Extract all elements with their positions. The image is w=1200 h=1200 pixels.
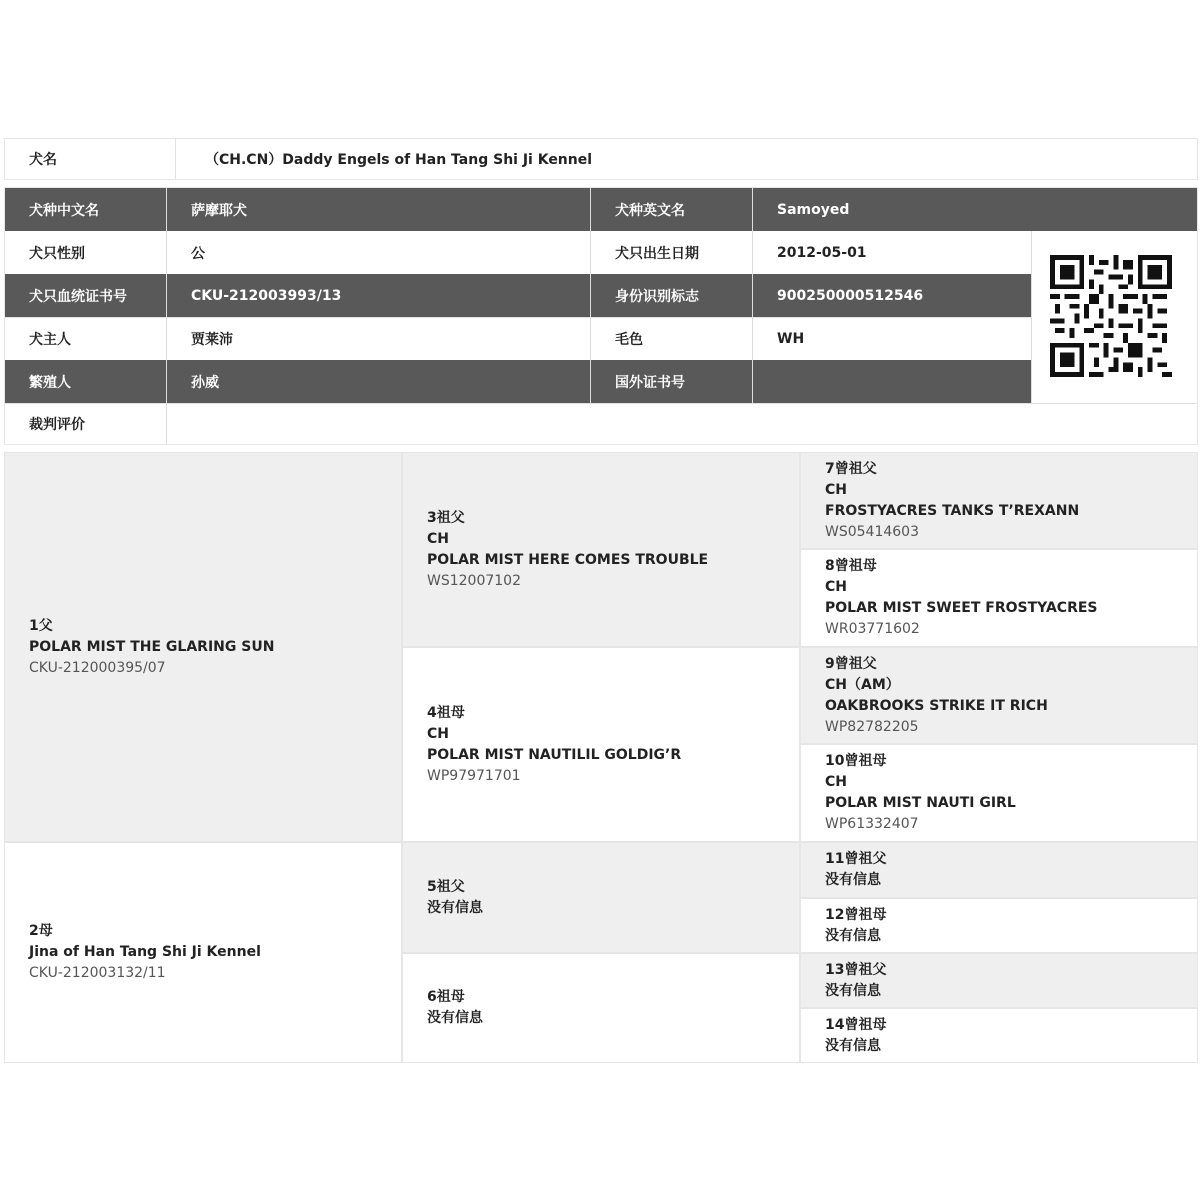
g6-pos: 6祖母 <box>427 989 465 1005</box>
g14-cell <box>800 1008 1198 1063</box>
name-label: 犬名 <box>29 152 57 168</box>
g4-cell <box>402 647 800 842</box>
g14-info: 没有信息 <box>825 1037 881 1054</box>
g9-name: OAKBROOKS STRIKE IT RICH <box>825 697 1048 714</box>
name-row <box>4 138 1198 180</box>
g13-info: 没有信息 <box>825 982 881 999</box>
breed-en-label: 犬种英文名 <box>615 202 685 219</box>
g8-pos: 8曾祖母 <box>825 558 877 574</box>
breeder-value: 孙威 <box>191 374 219 391</box>
g3-name: POLAR MIST HERE COMES TROUBLE <box>427 551 709 568</box>
g4-name: POLAR MIST NAUTILIL GOLDIG’R <box>427 746 682 763</box>
sire-name: POLAR MIST THE GLARING SUN <box>29 638 275 655</box>
g8-name: POLAR MIST SWEET FROSTYACRES <box>825 600 1098 616</box>
g6-info: 没有信息 <box>427 1010 483 1026</box>
sire-cell <box>4 452 402 842</box>
g6-cell <box>402 953 800 1063</box>
g13-pos: 13曾祖父 <box>825 961 887 978</box>
g7-title: CH <box>825 481 847 498</box>
g12-cell <box>800 898 1198 953</box>
chip-label: 身份识别标志 <box>615 288 699 305</box>
cert-label: 犬只血统证书号 <box>29 288 127 305</box>
sire-pos: 1父 <box>29 617 53 634</box>
dam-cell <box>4 842 402 1063</box>
g3-cell <box>402 452 800 647</box>
g12-pos: 12曾祖母 <box>825 906 887 923</box>
g10-cell <box>800 744 1198 842</box>
birth-value: 2012-05-01 <box>777 244 867 261</box>
g9-pos: 9曾祖父 <box>825 655 877 672</box>
g4-pos: 4祖母 <box>427 704 465 721</box>
sex-value: 公 <box>191 245 205 262</box>
dog-name: （CH.CN）Daddy Engels of Han Tang Shi Ji Kennel <box>205 152 593 168</box>
g12-info: 没有信息 <box>825 927 881 944</box>
breed-cn-value: 萨摩耶犬 <box>191 202 247 219</box>
g10-reg: WP61332407 <box>825 816 919 832</box>
g7-name: FROSTYACRES TANKS T’REXANN <box>825 502 1080 519</box>
dam-reg: CKU-212003132/11 <box>29 965 166 981</box>
g5-cell <box>402 842 800 953</box>
g10-name: POLAR MIST NAUTI GIRL <box>825 795 1016 811</box>
foreign-label: 国外证书号 <box>615 374 685 391</box>
g7-reg: WS05414603 <box>825 523 919 540</box>
judge-label: 裁判评价 <box>29 416 85 433</box>
breed-cn-label: 犬种中文名 <box>29 202 99 219</box>
g13-cell <box>800 953 1198 1008</box>
birth-label: 犬只出生日期 <box>615 245 699 262</box>
g3-pos: 3祖父 <box>427 509 465 526</box>
g3-title: CH <box>427 530 449 547</box>
g8-reg: WR03771602 <box>825 621 920 637</box>
color-value: WH <box>777 330 805 347</box>
g11-cell <box>800 842 1198 898</box>
g9-cell <box>800 647 1198 744</box>
info-table <box>4 187 1198 445</box>
color-label: 毛色 <box>615 331 643 348</box>
g14-pos: 14曾祖母 <box>825 1016 887 1033</box>
breeder-label: 繁殖人 <box>29 374 71 391</box>
g4-reg: WP97971701 <box>427 767 521 784</box>
dam-pos: 2母 <box>29 923 53 939</box>
g8-title: CH <box>825 579 847 595</box>
dam-name: Jina of Han Tang Shi Ji Kennel <box>29 944 261 960</box>
owner-label: 犬主人 <box>29 331 71 348</box>
g5-info: 没有信息 <box>427 899 483 916</box>
g3-reg: WS12007102 <box>427 572 521 589</box>
g10-title: CH <box>825 774 847 790</box>
g7-pos: 7曾祖父 <box>825 460 877 477</box>
cert-value: CKU-212003993/13 <box>191 287 342 304</box>
sex-label: 犬只性别 <box>29 245 85 262</box>
g9-title: CH（AM） <box>825 676 900 693</box>
qr-code-icon <box>1050 255 1172 377</box>
g11-info: 没有信息 <box>825 872 881 888</box>
g4-title: CH <box>427 725 449 742</box>
g11-pos: 11曾祖父 <box>825 851 887 867</box>
g10-pos: 10曾祖母 <box>825 753 887 769</box>
g7-cell <box>800 452 1198 549</box>
g5-pos: 5祖父 <box>427 878 465 895</box>
breed-en-value: Samoyed <box>777 201 850 218</box>
sire-reg: CKU-212000395/07 <box>29 659 166 676</box>
g9-reg: WP82782205 <box>825 718 919 735</box>
g8-cell <box>800 549 1198 647</box>
owner-value: 贾莱沛 <box>191 331 233 348</box>
chip-value: 900250000512546 <box>777 287 924 304</box>
